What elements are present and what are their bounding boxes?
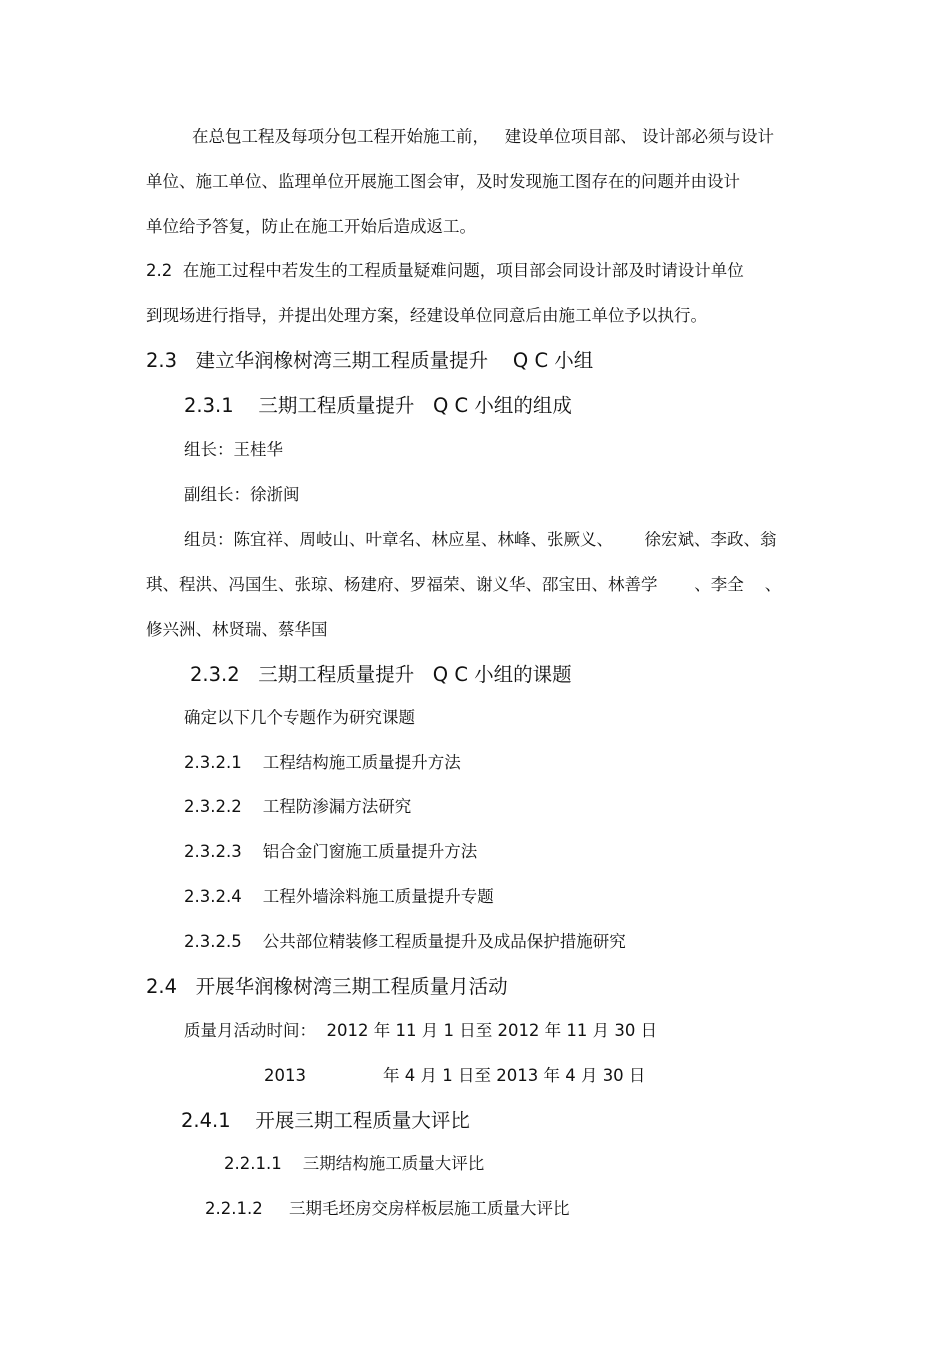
topic-item: 2.3.2.1 工程结构施工质量提升方法 [184,753,461,772]
quality-month-year: 2013 [264,1066,306,1085]
section-heading-2-4-1: 2.4.1 开展三期工程质量大评比 [181,1109,470,1132]
section-heading-2-3-1: 2.3.1 三期工程质量提升 Q C 小组的组成 [184,394,572,417]
section-2-2-line: 2.2 在施工过程中若发生的工程质量疑难问题，项目部会同设计部及时请设计单位 [146,261,744,280]
topic-item: 2.3.2.2 工程防渗漏方法研究 [184,797,412,816]
paragraph-line: 在总包工程及每项分包工程开始施工前， 建设单位项目部、 设计部必须与设计 [192,127,774,146]
section-heading-2-4: 2.4 开展华润橡树湾三期工程质量月活动 [146,975,508,998]
topic-item: 2.3.2.4 工程外墙涂料施工质量提升专题 [184,887,494,906]
quality-month-dates: 质量月活动时间： 2012 年 11 月 1 日至 2012 年 11 月 30 日 [184,1021,658,1040]
section-heading-2-3-2: 2.3.2 三期工程质量提升 Q C 小组的课题 [190,663,572,686]
paragraph-line: 单位、施工单位、监理单位开展施工图会审，及时发现施工图存在的问题并由设计 [146,172,740,191]
section-2-2-line: 到现场进行指导，并提出处理方案，经建设单位同意后由施工单位予以执行。 [146,306,707,325]
group-members-line: 修兴洲、林贤瑞、蔡华国 [146,620,328,639]
group-vice-leader: 副组长：徐浙闽 [184,485,300,504]
group-members-line: 琪、程洪、冯国生、张琼、杨建府、罗福荣、谢义华、邵宝田、林善学 、李全 、 [146,575,782,594]
group-members-line: 组员：陈宜祥、周岐山、叶章名、林应星、林峰、张厥义、 徐宏斌、李政、翁 [184,530,777,549]
topic-item: 2.3.2.5 公共部位精装修工程质量提升及成品保护措施研究 [184,932,626,951]
evaluation-item: 2.2.1.2 三期毛坯房交房样板层施工质量大评比 [205,1199,570,1218]
paragraph-line: 单位给予答复，防止在施工开始后造成返工。 [146,217,476,236]
quality-month-dates: 年 4 月 1 日至 2013 年 4 月 30 日 [383,1066,646,1085]
group-leader: 组长：王桂华 [184,440,283,459]
topics-intro: 确定以下几个专题作为研究课题 [184,708,415,727]
evaluation-item: 2.2.1.1 三期结构施工质量大评比 [224,1154,485,1173]
topic-item: 2.3.2.3 铝合金门窗施工质量提升方法 [184,842,478,861]
section-heading-2-3: 2.3 建立华润橡树湾三期工程质量提升 Q C 小组 [146,349,594,372]
